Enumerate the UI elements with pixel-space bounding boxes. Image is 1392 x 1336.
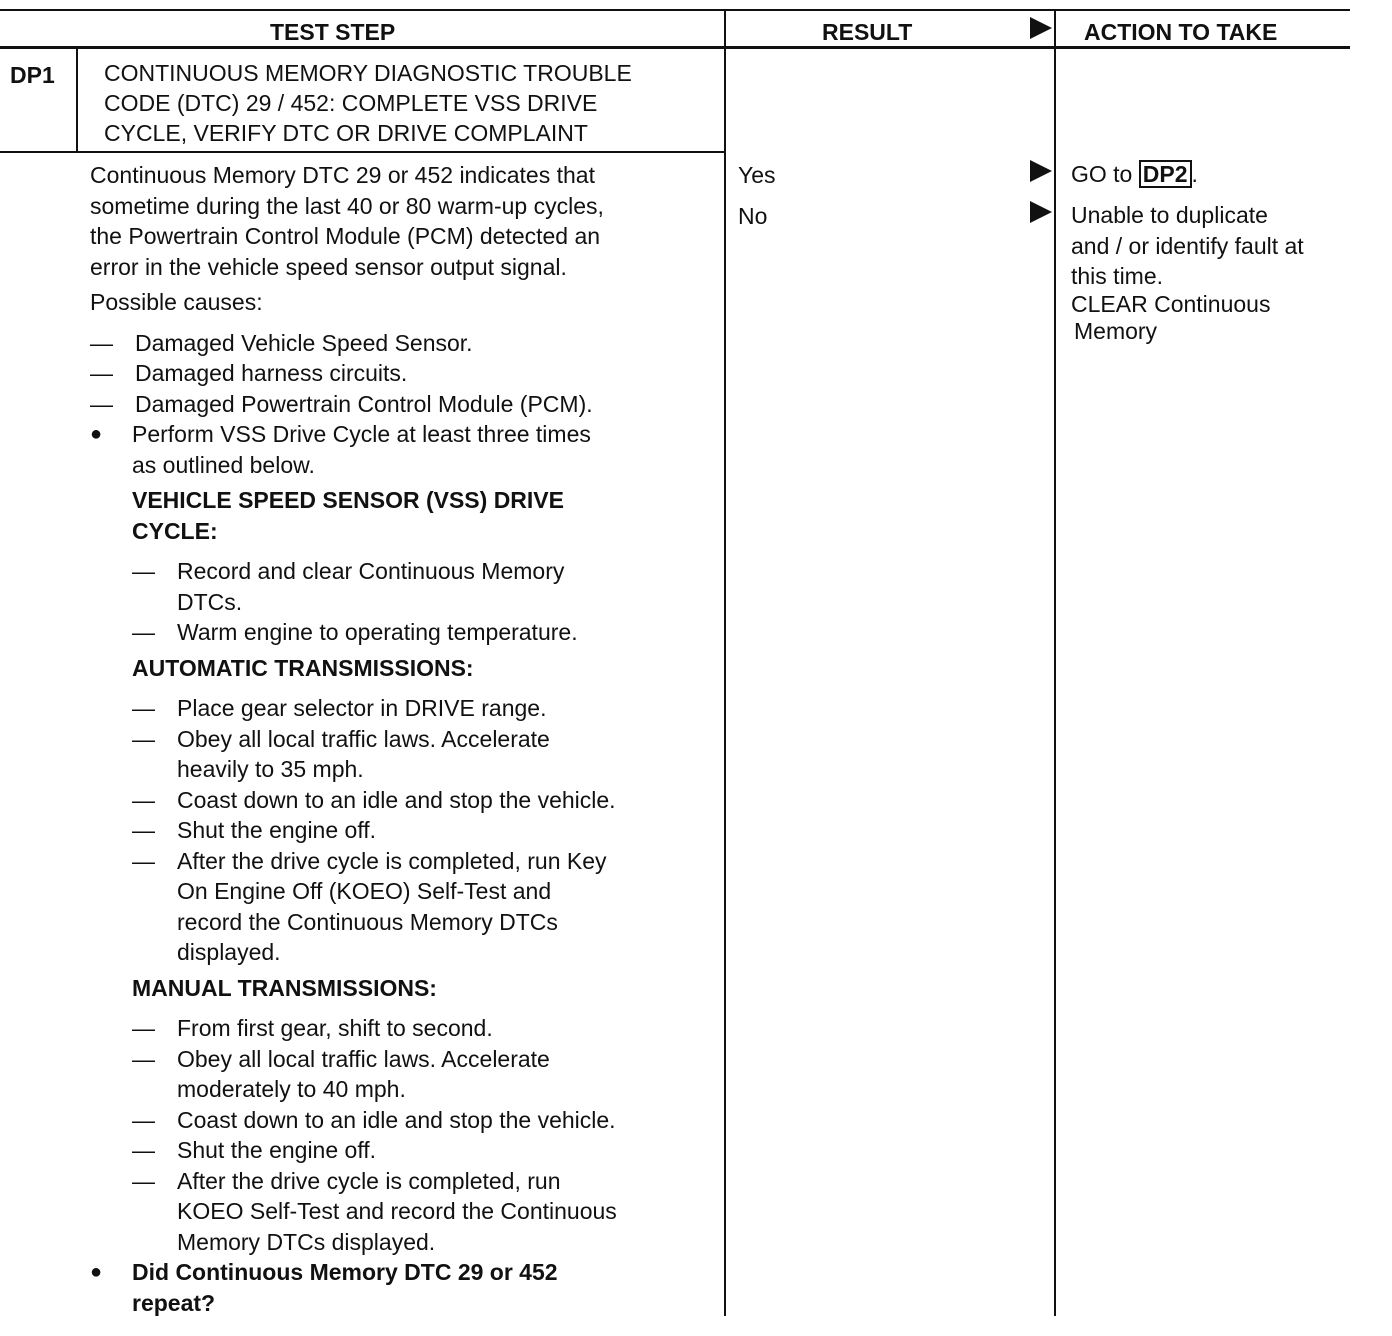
dash-mark: — [90,329,113,356]
header-test-step: TEST STEP [270,19,396,45]
action-yes-suffix: . [1191,161,1198,187]
column-divider-action [1054,9,1056,1316]
header-result: RESULT [822,19,913,45]
step-line: record the Continuous Memory DTCs [177,908,558,935]
dash-mark: — [132,695,155,721]
step-line: Warm engine to operating temperature. [177,619,578,645]
perform-line: Perform VSS Drive Cycle at least three times [132,421,591,447]
dash-mark: — [132,558,155,584]
step-line: KOEO Self-Test and record the Continuous [177,1198,617,1224]
step-line: Obey all local traffic laws. Accelerate [177,725,550,752]
automatic-steps-list [90,693,720,968]
bullet-icon: ● [90,423,103,445]
cause-item [90,328,720,359]
auto-step [132,846,720,968]
perform-line: as outlined below. [132,451,315,478]
dash-mark: — [132,1045,155,1072]
manual-step [132,1135,720,1166]
action-no-line: Unable to duplicate [1071,202,1268,228]
auto-step [132,785,720,816]
dash-mark: — [132,786,155,813]
step-id-divider [76,49,78,153]
dash-mark: — [90,390,113,417]
step-line: heavily to 35 mph. [177,756,364,782]
manual-step [132,1105,720,1136]
dash-mark: — [132,1106,155,1133]
step-id: DP1 [10,62,55,88]
cause-text: Damaged Vehicle Speed Sensor. [135,329,473,356]
auto-step [132,693,720,724]
question-bullet [90,1257,720,1318]
action-yes [1071,159,1198,190]
dash-mark: — [132,817,155,843]
step-line: Record and clear Continuous Memory [177,558,565,584]
header-action: ACTION TO TAKE [1084,19,1278,45]
dash-mark: — [132,1167,155,1194]
vss-heading-line: CYCLE: [132,517,218,544]
step-line: On Engine Off (KOEO) Self-Test and [177,878,552,904]
step-title [104,58,632,148]
step-line: DTCs. [177,588,243,615]
dash-mark: — [132,619,155,645]
intro-line: sometime during the last 40 or 80 warm-up cycles, [90,192,604,219]
cause-text: Damaged harness circuits. [135,360,408,386]
action-no [1071,200,1304,347]
dash-mark: — [90,360,113,386]
step-line: displayed. [177,939,281,965]
step-line: After the drive cycle is completed, run Key [177,847,607,874]
vss-heading-line: VEHICLE SPEED SENSOR (VSS) DRIVE [132,487,564,513]
dp2-link[interactable]: DP2 [1139,160,1192,188]
dash-mark: — [132,847,155,874]
possible-causes-label: Possible causes: [90,289,263,315]
manual-transmissions-heading: MANUAL TRANSMISSIONS: [132,974,437,1001]
step-line: Shut the engine off. [177,817,377,843]
top-rule [0,9,1350,11]
bullet-icon: ● [90,1261,103,1283]
result-yes: Yes [738,162,776,188]
dash-mark: — [132,725,155,752]
result-no-arrow-icon [1030,201,1052,223]
intro-line: Continuous Memory DTC 29 or 452 indicates that [90,162,595,188]
intro-line: the Powertrain Control Module (PCM) detected an [90,223,601,249]
cause-item [90,358,720,389]
step-line: moderately to 40 mph. [177,1076,406,1102]
vss-drive-cycle-heading [132,485,720,546]
perform-bullet [90,419,720,480]
step-line: Coast down to an idle and stop the vehicle. [177,786,616,813]
question-line: repeat? [132,1289,216,1316]
step-title-line: CONTINUOUS MEMORY DIAGNOSTIC TROUBLE [104,60,632,86]
test-step-body [90,160,720,1318]
header-arrow-icon [1030,17,1052,39]
action-no-line: this time. [1071,263,1164,289]
causes-list [90,328,720,420]
step-title-line: CYCLE, VERIFY DTC OR DRIVE COMPLAINT [104,120,588,146]
manual-step [132,1166,720,1258]
manual-steps-list [90,1013,720,1257]
cause-item [90,389,720,420]
action-no-line: Memory [1074,318,1158,344]
vss-step [132,556,720,617]
manual-step [132,1044,720,1105]
action-no-line: CLEAR Continuous [1071,290,1271,317]
intro-line: error in the vehicle speed sensor output signal. [90,253,567,280]
step-line: Place gear selector in DRIVE range. [177,695,547,721]
vss-step [132,617,720,648]
dash-mark: — [132,1137,155,1163]
title-bottom-rule [0,151,726,153]
action-yes-prefix: GO to [1071,161,1133,187]
action-no-line: and / or identify fault at [1071,232,1304,259]
result-yes-arrow-icon [1030,160,1052,182]
vss-steps-list [90,556,720,648]
question-line: Did Continuous Memory DTC 29 or 452 [132,1259,558,1285]
step-line: Memory DTCs displayed. [177,1228,436,1255]
step-line: Obey all local traffic laws. Accelerate [177,1045,550,1072]
cause-text: Damaged Powertrain Control Module (PCM). [135,390,593,417]
auto-step [132,724,720,785]
result-no: No [738,203,768,229]
step-line: Shut the engine off. [177,1137,377,1163]
manual-step [132,1013,720,1044]
step-line: Coast down to an idle and stop the vehicle. [177,1106,616,1133]
automatic-transmissions-heading: AUTOMATIC TRANSMISSIONS: [132,654,474,681]
auto-step [132,815,720,846]
step-line: After the drive cycle is completed, run [177,1167,561,1194]
step-title-line: CODE (DTC) 29 / 452: COMPLETE VSS DRIVE [104,90,598,116]
column-divider-result [724,9,726,1316]
step-line: From first gear, shift to second. [177,1015,493,1041]
dash-mark: — [132,1015,155,1041]
intro-paragraph [90,160,720,282]
